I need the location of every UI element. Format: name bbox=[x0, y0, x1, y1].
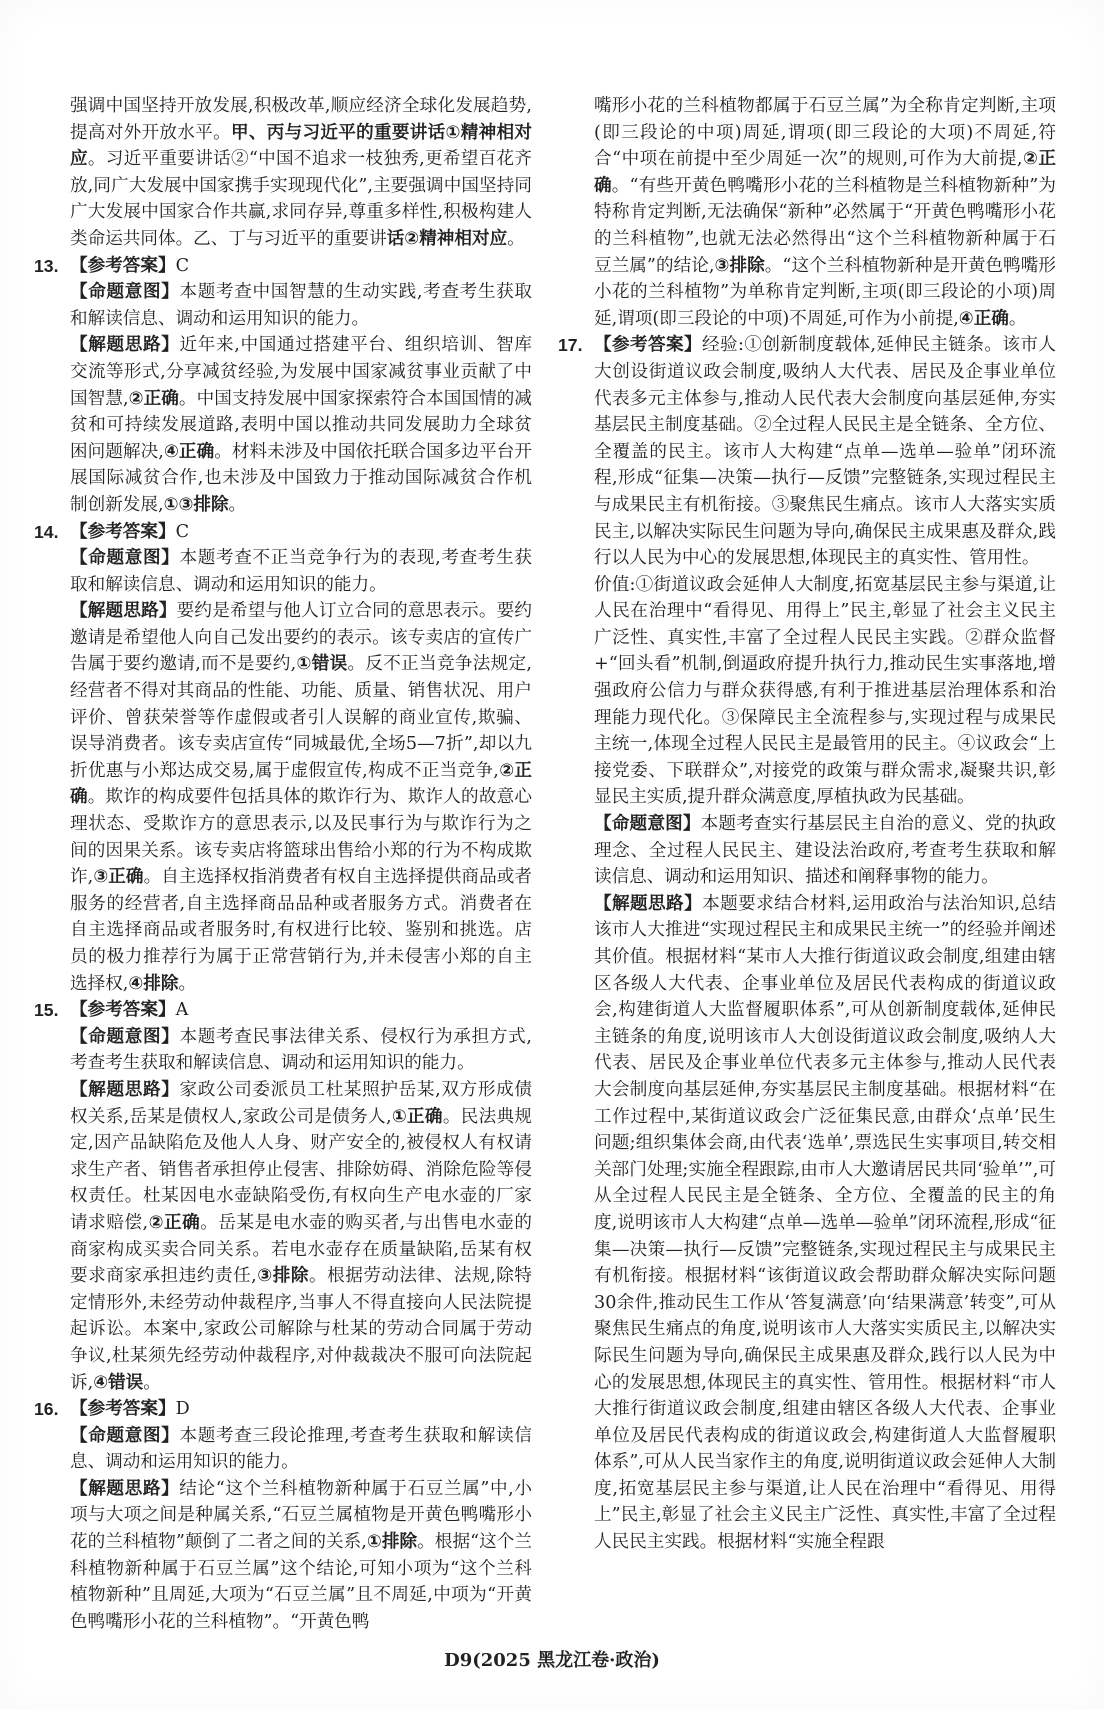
explanation-paragraph bbox=[594, 572, 1056, 811]
bold-text: 【命题意图】 bbox=[70, 1026, 180, 1047]
bold-text: 【参考答案】 bbox=[70, 1399, 176, 1420]
body-text: 。 bbox=[1008, 308, 1027, 329]
left-column bbox=[34, 93, 533, 1635]
bold-text: 【命题意图】 bbox=[70, 282, 180, 303]
bold-text: 甲、丙与习近平的重要讲话①精神相对应 bbox=[70, 122, 532, 170]
explanation-paragraph bbox=[70, 1024, 532, 1077]
bold-text: 【命题意图】 bbox=[70, 1425, 180, 1446]
explanation-paragraph bbox=[594, 93, 1056, 332]
body-text: 本题要求结合材料,运用政治与法治知识,总结该市人大推进“实现过程民主和成果民主统一”的经验并阐述其价值。根据材料“某市人大推行街道议政会制度,组建由辖区各级人大代表、企事业单位及居民代表构成的街道议政会,构建街道人大监督履职体系”,可从创新制度载体,延伸民主链条的角度,说明该市人大创设街道议政会制度,吸纳人大代表、居民及企事业单位代表多元主体参与,推动人民代表大会制度向基层延伸,夯实基层民主制度基础。根据材料“在工作过程中,某街道议政会广泛征集民意,由群众‘点单’民生问题;组织集体会商,由代表‘选单’,票选民生实事项目,转交相关部门处理;实施全程跟踪,由市人大邀请居民共同‘验单’”,可从全过程人民民主是全链条、全方位、全覆盖的民主的角度,说明该市人大构建“点单—选单—验单”闭环流程,形成“征集—决策—执行—反馈”完整链条,实现过程民主与成果民主有机衔接。根据材料“该街道议政会帮助群众解决实际问题30余件,推动民生工作从‘答复满意’向‘结果满意’转变”,可从聚焦民生痛点的角度,说明该市人大落实实质民主,以解决实际民生问题为导向,确保民主成果惠及群众,践行以人民为中心的发展思想,体现民主的真实性、管用性。根据材料“市人大推行街道议政会制度,组建由辖区各级人大代表、企事业单位及居民代表构成的街道议政会,构建街道人大监督履职体系”,可从人民当家作主的角度,说明街道议政会延伸人大制度,拓宽基层民主参与渠道,让人民在治理中“看得见、用得上”民主,彰显了社会主义民主广泛性、真实性,丰富了全过程人民民主实践。根据材料“实施全程跟 bbox=[594, 893, 1056, 1553]
explanation-paragraph bbox=[70, 93, 532, 253]
bold-text: ④错误 bbox=[93, 1372, 144, 1393]
explanation-paragraph bbox=[594, 811, 1056, 891]
body-text: 。“这个兰科植物新种是开黄色鸭嘴形小花的兰科植物”为单称肯定判断,主项(即三段论的小项)周延,谓项(即三段论的中项)不周延,可作为小前提, bbox=[594, 255, 1057, 329]
body-text: D bbox=[175, 1399, 190, 1420]
question-number: 13. bbox=[34, 255, 59, 276]
explanation-paragraph bbox=[70, 545, 532, 598]
body-text: 本题考查民事法律关系、侵权行为承担方式,考查考生获取和解读信息、调动和运用知识的能力。 bbox=[70, 1026, 532, 1074]
bold-text: ①排除 bbox=[366, 1532, 418, 1553]
answer-heading bbox=[34, 519, 532, 546]
explanation-paragraph bbox=[70, 1423, 532, 1476]
bold-text: ③排除 bbox=[714, 255, 765, 276]
bold-text: ①正确 bbox=[391, 1106, 443, 1127]
body-text: 。习近平重要讲话②“中国不追求一枝独秀,更希望百花齐放,同广大发展中国家携手实现现代化”,主要强调中国坚持同广大发展中国家合作共赢,求同存异,尊重多样性,积极构建人类命运共同体。乙、丁与习近平的重要讲 bbox=[70, 149, 532, 249]
bold-text: ④正确 bbox=[163, 441, 215, 462]
explanation-paragraph bbox=[70, 279, 532, 332]
body-text: 。民法典规定,因产品缺陷危及他人人身、财产安全的,被侵权人有权请求生产者、销售者承担停止侵害、排除妨碍、消除危险等侵权责任。杜某因电水壶缺陷受伤,有权向生产电水壶的厂家请求赔偿, bbox=[70, 1106, 532, 1233]
body-text: 。材料未涉及中国依托联合国多边平台开展国际减贫合作,也未涉及中国致力于推动国际减贫合作机制创新发展, bbox=[70, 441, 532, 515]
explanation-paragraph bbox=[594, 891, 1056, 1556]
body-text: 。 bbox=[507, 228, 525, 249]
answer-heading bbox=[34, 253, 532, 280]
body-text: 价值:①街道议政会延伸人大制度,拓宽基层民主参与渠道,让人民在治理中“看得见、用得上”民主,彰显了社会主义民主广泛性、真实性,丰富了全过程人民民主实践。②群众监督+“回头看”机制,倒逼政府提升执行力,推动民生实事落地,增强政府公信力与群众获得感,有利于推进基层治理体系和治理能力现代化。③保障民主全流程参与,实现过程与成果民主统一,体现全过程人民民主是最管用的民主。④议政会“上接党委、下联群众”,对接党的政策与群众需求,凝聚共识,彰显民主实质,提升群众满意度,厚植执政为民基础。 bbox=[594, 574, 1056, 808]
question-number: 17. bbox=[558, 335, 583, 356]
bold-text: ④排除 bbox=[128, 973, 179, 994]
body-text: C bbox=[175, 255, 190, 276]
body-text: 。“有些开黄色鸭嘴形小花的兰科植物是兰科植物新种”为特称肯定判断,无法确保“新种”必然属于“开黄色鸭嘴形小花的兰科植物”,也就无法必然得出“这个兰科植物新种属于石豆兰属”的结论, bbox=[594, 175, 1056, 276]
bold-text: ③排除 bbox=[256, 1266, 309, 1287]
body-text: 。根据“这个兰科植物新种属于石豆兰属”这个结论,可知小项为“这个兰科植物新种”且周延,大项为“石豆兰属”且不周延,中项为“开黄色鸭嘴形小花的兰科植物”。“开黄色鸭 bbox=[70, 1532, 533, 1632]
bold-text: 【命题意图】 bbox=[70, 548, 180, 569]
body-text: 。 bbox=[143, 1372, 161, 1393]
bold-text: 【参考答案】 bbox=[70, 255, 176, 276]
body-text: 本题考查中国智慧的生动实践,考查考生获取和解读信息、调动和运用知识的能力。 bbox=[70, 282, 532, 329]
bold-text: ②正确 bbox=[128, 388, 179, 409]
bold-text: ①③排除 bbox=[163, 494, 229, 515]
bold-text: 【解题思路】 bbox=[70, 1079, 180, 1100]
question-number: 14. bbox=[34, 521, 59, 542]
body-text: 本题考查不正当竞争行为的表现,考查考生获取和解读信息、调动和运用知识的能力。 bbox=[70, 548, 532, 595]
bold-text: 【参考答案】 bbox=[70, 521, 176, 542]
bold-text: ③正确 bbox=[93, 867, 144, 888]
body-text: 要约是希望与他人订立合同的意思表示。要约邀请是希望他人向自己发出要约的表示。该专卖店的宣传广告属于要约邀请,而不是要约, bbox=[70, 601, 532, 675]
body-text: 。 bbox=[228, 494, 247, 515]
explanation-paragraph bbox=[70, 1476, 532, 1636]
page-footer bbox=[0, 1649, 1104, 1673]
bold-text: 【解题思路】 bbox=[594, 893, 703, 914]
body-text: 。欺诈的构成要件包括具体的欺诈行为、欺诈人的故意心理状态、受欺诈方的意思表示,以及民事行为与欺诈行为之间的因果关系。该专卖店将篮球出售给小郑的行为不构成欺诈, bbox=[70, 787, 532, 888]
question-number: 16. bbox=[34, 1399, 59, 1420]
body-text: 。根据劳动法律、法规,除特定情形外,未经劳动仲裁程序,当事人不得直接向人民法院提起诉讼。本案中,家政公司解除与杜某的劳动合同属于劳动争议,杜某须先经劳动仲裁程序,对仲裁裁决不服可向法院起诉, bbox=[70, 1266, 532, 1393]
bold-text: ②正确 bbox=[70, 760, 532, 808]
body-text: 家政公司委派员工杜某照护岳某,双方形成债权关系,岳某是债权人,家政公司是债务人, bbox=[70, 1079, 532, 1127]
right-column bbox=[558, 93, 1057, 1556]
explanation-paragraph bbox=[70, 1077, 532, 1396]
page-number: D9 bbox=[444, 1650, 473, 1671]
bold-text: 【参考答案】 bbox=[70, 1000, 176, 1021]
body-text: 强调中国坚持开放发展,积极改革,顺应经济全球化发展趋势,提高对外开放水平。 bbox=[70, 96, 532, 143]
body-text: 。岳某是电水壶的购买者,与出售电水壶的商家构成买卖合同关系。若电水壶存在质量缺陷,岳某有权要求商家承担违约责任, bbox=[70, 1212, 532, 1287]
body-text: 。中国支持发展中国家探索符合本国国情的减贫和可持续发展道路,表明中国以推动共同发展助力全球贫困问题解决, bbox=[70, 388, 532, 462]
answer-heading bbox=[34, 1396, 532, 1423]
bold-text: 【解题思路】 bbox=[70, 601, 177, 622]
body-text: 嘴形小花的兰科植物都属于石豆兰属”为全称肯定判断,主项(即三段论的中项)周延,谓项(即三段论的大项)不周延,符合“中项在前提中至少周延一次”的规则,可作为大前提, bbox=[594, 96, 1056, 170]
body-text: 。 bbox=[178, 973, 197, 994]
body-text: 经验:①创新制度载体,延伸民主链条。该市人大创设街道议政会制度,吸纳人大代表、居民及企事业单位代表多元主体参与,推动人民代表大会制度向基层延伸,夯实基层民主制度基础。②全过程人民民主是全链条、全方位、全覆盖的民主。该市人大构建“点单—选单—验单”闭环流程,形成“征集—决策—执行—反馈”完整链条,实现过程民主与成果民主有机衔接。③聚焦民生痛点。该市人大落实实质民主,以解决实际民生问题为导向,确保民主成果惠及群众,践行以人民为中心的发展思想,体现民主的真实性、管用性。 bbox=[594, 335, 1056, 569]
body-text: 本题考查三段论推理,考查考生获取和解读信息、调动和运用知识的能力。 bbox=[70, 1425, 532, 1473]
body-text: 。自主选择权指消费者有权自主选择提供商品或者服务的经营者,自主选择商品品种或者服务方式。消费者在自主选择商品或者服务时,有权进行比较、鉴别和挑选。店员的极力推荐行为属于正常营销行为,并未侵害小郑的自主选择权, bbox=[70, 867, 532, 994]
footer-source: (2025 黑龙江卷·政治) bbox=[472, 1650, 660, 1671]
bold-text: 【命题意图】 bbox=[594, 814, 701, 835]
body-text: C bbox=[175, 521, 190, 542]
bold-text: ②正确 bbox=[148, 1212, 201, 1233]
answer-heading bbox=[558, 332, 1056, 571]
bold-text: ②正确 bbox=[594, 149, 1056, 196]
bold-text: 【参考答案】 bbox=[594, 335, 703, 356]
bold-text: ①错误 bbox=[296, 654, 348, 675]
explanation-paragraph bbox=[70, 598, 532, 997]
body-text: 结论“这个兰科植物新种属于石豆兰属”中,小项与大项之间是种属关系,“石豆兰属植物是开黄色鸭嘴形小花的兰科植物”颠倒了二者之间的关系, bbox=[70, 1478, 532, 1553]
answer-heading bbox=[34, 997, 532, 1024]
bold-text: 话②精神相对应 bbox=[386, 228, 508, 249]
question-number: 15. bbox=[34, 1000, 59, 1021]
bold-text: 【解题思路】 bbox=[70, 1478, 180, 1499]
body-text: 近年来,中国通过搭建平台、组织培训、智库交流等形式,分享减贫经验,为发展中国家减贫事业贡献了中国智慧, bbox=[70, 335, 532, 409]
body-text: 本题考查实行基层民主自治的意义、党的执政理念、全过程人民民主、建设法治政府,考查考生获取和解读信息、调动和运用知识、描述和阐释事物的能力。 bbox=[594, 814, 1056, 888]
bold-text: ④正确 bbox=[958, 308, 1009, 329]
body-text: 。反不正当竞争法规定,经营者不得对其商品的性能、功能、质量、销售状况、用户评价、曾获荣誉等作虚假或者引人误解的商业宣传,欺骗、误导消费者。该专卖店宣传“同城最优,全场5—7折”,却以九折优惠与小郑达成交易,属于虚假宣传,构成不正当竞争, bbox=[70, 654, 533, 781]
body-text: A bbox=[175, 1000, 189, 1021]
bold-text: 【解题思路】 bbox=[70, 335, 180, 356]
explanation-paragraph bbox=[70, 332, 532, 518]
